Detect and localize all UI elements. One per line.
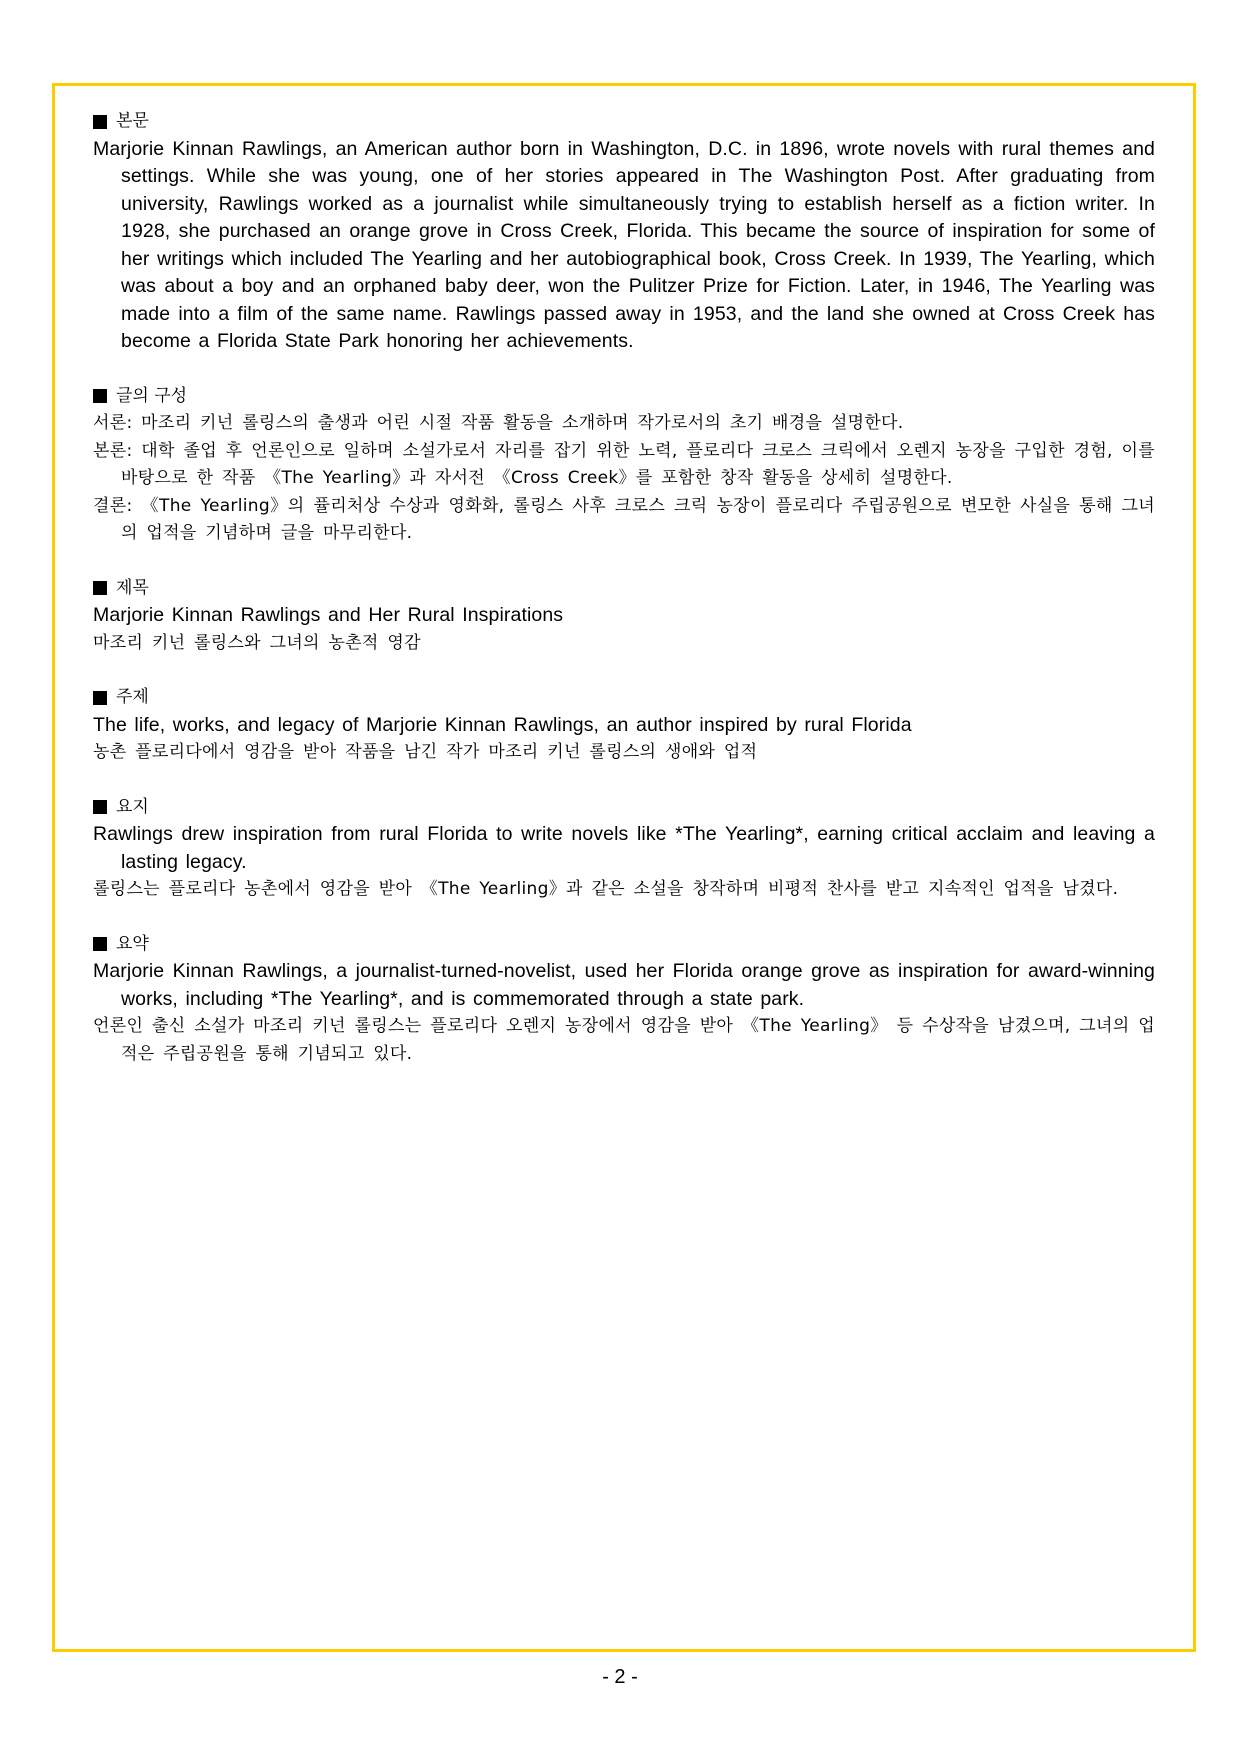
black-square-bullet-icon (93, 581, 107, 595)
black-square-bullet-icon (93, 937, 107, 951)
summary-korean: 언론인 출신 소설가 마조리 키넌 롤링스는 플로리다 오렌지 농장에서 영감을 받아 《The Yearling》 등 수상작을 남겼으며, 그녀의 업적은 주립공원을 통해 기념되고 있다. (93, 1016, 1155, 1064)
body-paragraph-english: Marjorie Kinnan Rawlings, an American author born in Washington, D.C. in 1896, wrote novels with rural themes and settings. While she was young, one of her stories appeared in The Washington Post. After graduating from university, Rawlings worked as a journalist while simultaneously trying to establish herself as a fiction writer. In 1928, she purchased an orange grove in Cross Creek, Florida. This became the source of inspiration for some of her writings which included The Yearling and her autobiographical book, Cross Creek. In 1939, The Yearling, which was about a boy and an orphaned baby deer, won the Pulitzer Prize for Fiction. Later, in 1946, The Yearling was made into a film of the same name. Rawlings passed away in 1953, and the land she owned at Cross Creek has become a Florida State Park honoring her achievements. (93, 137, 1155, 352)
theme-korean: 농촌 플로리다에서 영감을 받아 작품을 남긴 작가 마조리 키넌 롤링스의 생애와 업적 (93, 742, 758, 762)
section-theme (93, 684, 1155, 767)
section-heading-label: 글의 구성 (116, 385, 188, 406)
theme-english: The life, works, and legacy of Marjorie Kinnan Rawlings, an author inspired by rural Florida (93, 713, 912, 736)
section-heading (93, 575, 1155, 603)
section-body-text (93, 108, 1155, 356)
section-heading-label: 본문 (116, 111, 149, 131)
structure-conclusion: 결론: 《The Yearling》의 퓰리처상 수상과 영화화, 롤링스 사후 크로스 크릭 농장이 플로리다 주립공원으로 변모한 사실을 통해 그녀의 업적을 기념하며 글을 마무리한다. (93, 495, 1155, 543)
section-heading (93, 383, 1155, 411)
black-square-bullet-icon (93, 800, 107, 814)
section-title (93, 575, 1155, 658)
document-content (93, 108, 1155, 1095)
section-heading-label: 제목 (116, 577, 149, 598)
title-korean: 마조리 키넌 롤링스와 그녀의 농촌적 영감 (93, 632, 421, 653)
black-square-bullet-icon (93, 691, 107, 705)
summary-english: Marjorie Kinnan Rawlings, a journalist-turned-novelist, used her Florida orange grove as inspiration for award-winning works, including *The Yearling*, and is commemorated through a state park. (93, 960, 1155, 1010)
section-structure (93, 383, 1155, 548)
section-heading-label: 요약 (116, 933, 149, 954)
section-heading (93, 684, 1155, 712)
structure-introduction: 서론: 마조리 키넌 롤링스의 출생과 어린 시절 작품 활동을 소개하며 작가로서의 초기 배경을 설명한다. (93, 413, 904, 433)
section-heading (93, 931, 1155, 959)
section-summary (93, 931, 1155, 1069)
section-main-idea (93, 794, 1155, 904)
main-idea-korean: 롤링스는 플로리다 농촌에서 영감을 받아 《The Yearling》과 같은 소설을 창작하며 비평적 찬사를 받고 지속적인 업적을 남겼다. (93, 879, 1119, 899)
black-square-bullet-icon (93, 389, 107, 403)
section-heading-label: 요지 (116, 796, 149, 817)
section-heading-label: 주제 (116, 687, 149, 707)
section-heading (93, 794, 1155, 822)
section-heading (93, 108, 1155, 136)
main-idea-english: Rawlings drew inspiration from rural Florida to write novels like *The Yearling*, earning critical acclaim and leaving a lasting legacy. (93, 823, 1155, 873)
structure-body: 본론: 대학 졸업 후 언론인으로 일하며 소설가로서 자리를 잡기 위한 노력, 플로리다 크로스 크릭에서 오렌지 농장을 구입한 경험, 이를 바탕으로 한 작품 《The Yearling》과 자서전 《Cross Creek》를 포함한 창작 활동을 상세히 설명한다. (93, 440, 1155, 488)
page-number: - 2 - (602, 1666, 638, 1688)
title-english: Marjorie Kinnan Rawlings and Her Rural Inspirations (93, 604, 564, 626)
black-square-bullet-icon (93, 115, 107, 129)
